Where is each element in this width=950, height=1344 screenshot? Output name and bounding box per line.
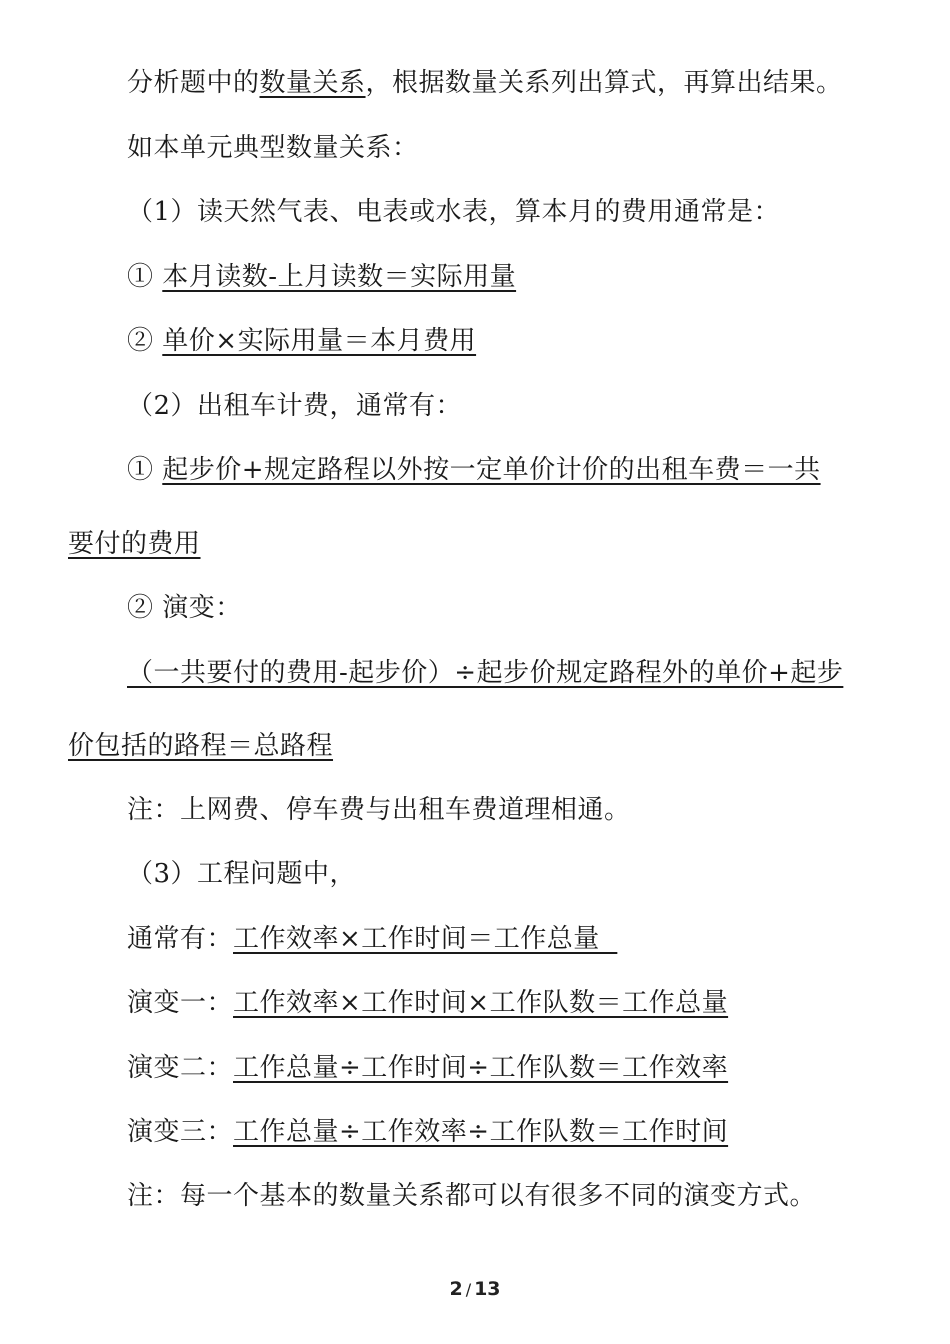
formula-work-variation-1: [127, 986, 728, 1020]
variation-heading: ② 演变：: [127, 593, 242, 623]
page-separator: /: [465, 1280, 472, 1299]
intro-text-end: ，根据数量关系列出算式，再算出结果。: [365, 68, 843, 98]
current-page: 2: [449, 1278, 463, 1300]
formula-text: 工作总量÷工作时间÷工作队数＝工作效率: [233, 1053, 729, 1083]
formula-label: 演变一：: [127, 988, 234, 1018]
list-marker: ②: [127, 326, 154, 356]
section-2-heading: （2）出租车计费，通常有：: [127, 391, 463, 421]
formula-work-variation-2: [127, 1051, 728, 1085]
formula-text: 要付的费用: [68, 529, 201, 559]
section-3-heading: （3）工程问题中，: [127, 859, 357, 889]
formula-work-basic: [127, 922, 617, 956]
formula-total-distance-continued: [68, 729, 333, 763]
formula-meter-usage: [127, 260, 516, 294]
formula-work-variation-3: [127, 1115, 728, 1149]
formula-text: 工作效率×工作时间＝工作总量: [233, 924, 618, 954]
formula-text: （一共要付的费用-起步价）÷起步价规定路程外的单价+起步: [127, 658, 844, 688]
intro-keyword-quantity-relation: 数量关系: [259, 68, 366, 98]
formula-label: 通常有：: [127, 924, 234, 954]
formula-text: 工作效率×工作时间×工作队数＝工作总量: [233, 988, 729, 1018]
note-fees: 注：上网费、停车费与出租车费道理相通。: [127, 795, 631, 825]
formula-text: 价包括的路程＝总路程: [68, 731, 334, 761]
formula-taxi-fare: [127, 453, 821, 487]
formula-text: 起步价+规定路程以外按一定单价计价的出租车费＝一共: [162, 455, 821, 485]
typical-relations-heading: 如本单元典型数量关系：: [127, 133, 419, 163]
formula-label: 演变三：: [127, 1117, 234, 1147]
formula-text: 单价×实际用量＝本月费用: [162, 326, 477, 356]
formula-text: 工作总量÷工作效率÷工作队数＝工作时间: [233, 1117, 729, 1147]
page-number: [0, 1278, 950, 1300]
list-marker: ①: [127, 455, 154, 485]
formula-label: 演变二：: [127, 1053, 234, 1083]
total-pages: 13: [474, 1278, 501, 1300]
formula-monthly-cost: [127, 324, 476, 358]
note-variations: 注：每一个基本的数量关系都可以有很多不同的演变方式。: [127, 1181, 817, 1211]
intro-text-start: 分析题中的: [127, 68, 260, 98]
formula-text: 本月读数-上月读数＝实际用量: [162, 262, 517, 292]
formula-taxi-fare-continued: [68, 527, 201, 561]
list-marker: ①: [127, 262, 154, 292]
formula-total-distance: [127, 656, 843, 690]
section-1-heading: （1）读天然气表、电表或水表，算本月的费用通常是：: [127, 197, 781, 227]
paragraph-intro: [127, 66, 843, 100]
